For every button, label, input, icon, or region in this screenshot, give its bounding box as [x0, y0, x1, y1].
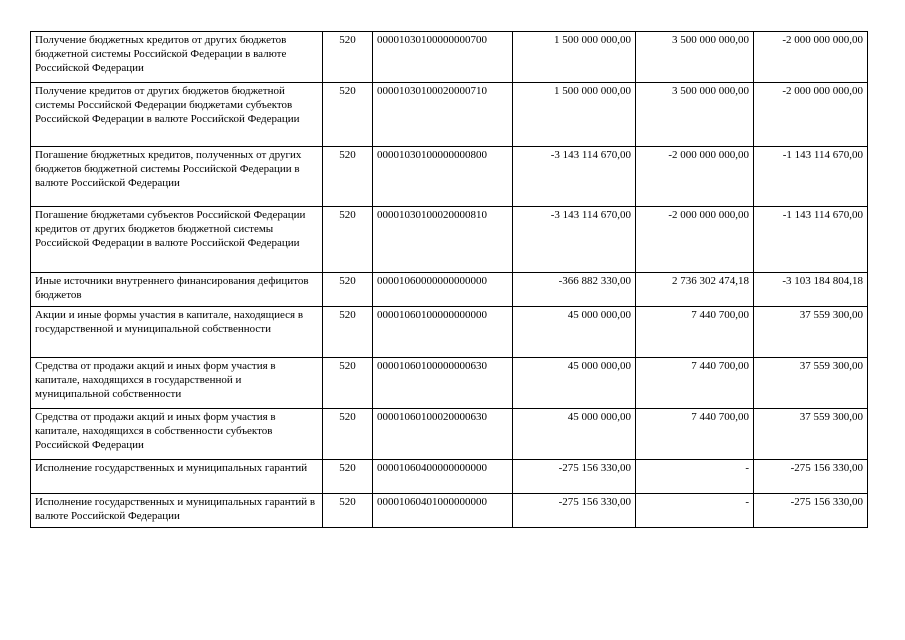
row-approved: 45 000 000,00 [513, 358, 636, 409]
row-kbk: 00001030100020000710 [373, 83, 513, 147]
table-row [31, 83, 868, 147]
row-executed: 7 440 700,00 [636, 307, 754, 358]
row-kbk: 00001030100000000700 [373, 32, 513, 83]
row-approved: 45 000 000,00 [513, 409, 636, 460]
table-row [31, 32, 868, 83]
row-code: 520 [323, 32, 373, 83]
row-code: 520 [323, 460, 373, 494]
row-executed: - [636, 460, 754, 494]
row-unexecuted: 37 559 300,00 [754, 358, 868, 409]
row-kbk: 00001060000000000000 [373, 273, 513, 307]
row-approved: 1 500 000 000,00 [513, 83, 636, 147]
row-name: Получение кредитов от других бюджетов бюджетной системы Российской Федерации бюджетами субъектов Российской Федерации в валюте Российской Федерации [31, 83, 323, 147]
table-row [31, 494, 868, 528]
row-kbk: 00001060100000000000 [373, 307, 513, 358]
table-row [31, 207, 868, 273]
row-unexecuted: -275 156 330,00 [754, 460, 868, 494]
row-code: 520 [323, 409, 373, 460]
row-executed: 7 440 700,00 [636, 358, 754, 409]
row-approved: 45 000 000,00 [513, 307, 636, 358]
row-approved: -3 143 114 670,00 [513, 147, 636, 207]
row-name: Получение бюджетных кредитов от других бюджетов бюджетной системы Российской Федерации в валюте Российской Федерации [31, 32, 323, 83]
row-executed: 2 736 302 474,18 [636, 273, 754, 307]
row-code: 520 [323, 207, 373, 273]
row-code: 520 [323, 147, 373, 207]
row-kbk: 00001060100000000630 [373, 358, 513, 409]
row-approved: 1 500 000 000,00 [513, 32, 636, 83]
budget-sources-table [30, 31, 868, 528]
row-unexecuted: 37 559 300,00 [754, 409, 868, 460]
row-approved: -366 882 330,00 [513, 273, 636, 307]
row-kbk: 00001060401000000000 [373, 494, 513, 528]
row-approved: -275 156 330,00 [513, 494, 636, 528]
row-code: 520 [323, 83, 373, 147]
row-kbk: 00001060100020000630 [373, 409, 513, 460]
row-name: Иные источники внутреннего финансирования дефицитов бюджетов [31, 273, 323, 307]
row-unexecuted: -1 143 114 670,00 [754, 147, 868, 207]
row-executed: - [636, 494, 754, 528]
row-name: Исполнение государственных и муниципальных гарантий в валюте Российской Федерации [31, 494, 323, 528]
row-executed: 3 500 000 000,00 [636, 32, 754, 83]
row-name: Исполнение государственных и муниципальных гарантий [31, 460, 323, 494]
row-executed: 3 500 000 000,00 [636, 83, 754, 147]
row-unexecuted: -2 000 000 000,00 [754, 83, 868, 147]
table-row [31, 358, 868, 409]
row-unexecuted: -1 143 114 670,00 [754, 207, 868, 273]
row-code: 520 [323, 494, 373, 528]
row-unexecuted: -2 000 000 000,00 [754, 32, 868, 83]
table-row [31, 307, 868, 358]
row-executed: -2 000 000 000,00 [636, 147, 754, 207]
row-executed: -2 000 000 000,00 [636, 207, 754, 273]
table-row [31, 147, 868, 207]
row-code: 520 [323, 273, 373, 307]
row-name: Акции и иные формы участия в капитале, находящиеся в государственной и муниципальной собственности [31, 307, 323, 358]
table-row [31, 409, 868, 460]
row-kbk: 00001030100000000800 [373, 147, 513, 207]
row-executed: 7 440 700,00 [636, 409, 754, 460]
row-name: Средства от продажи акций и иных форм участия в капитале, находящихся в государственной и муниципальной собственности [31, 358, 323, 409]
table-row [31, 273, 868, 307]
row-kbk: 00001030100020000810 [373, 207, 513, 273]
row-name: Средства от продажи акций и иных форм участия в капитале, находящихся в собственности субъектов Российской Федерации [31, 409, 323, 460]
row-approved: -3 143 114 670,00 [513, 207, 636, 273]
row-code: 520 [323, 358, 373, 409]
row-unexecuted: -275 156 330,00 [754, 494, 868, 528]
row-kbk: 00001060400000000000 [373, 460, 513, 494]
row-approved: -275 156 330,00 [513, 460, 636, 494]
row-name: Погашение бюджетами субъектов Российской Федерации кредитов от других бюджетов бюджетной системы Российской Федерации в валюте Российской Федерации [31, 207, 323, 273]
row-unexecuted: 37 559 300,00 [754, 307, 868, 358]
table-row [31, 460, 868, 494]
report-page [30, 31, 867, 528]
row-code: 520 [323, 307, 373, 358]
row-name: Погашение бюджетных кредитов, полученных от других бюджетов бюджетной системы Российской Федерации в валюте Российской Федерации [31, 147, 323, 207]
row-unexecuted: -3 103 184 804,18 [754, 273, 868, 307]
